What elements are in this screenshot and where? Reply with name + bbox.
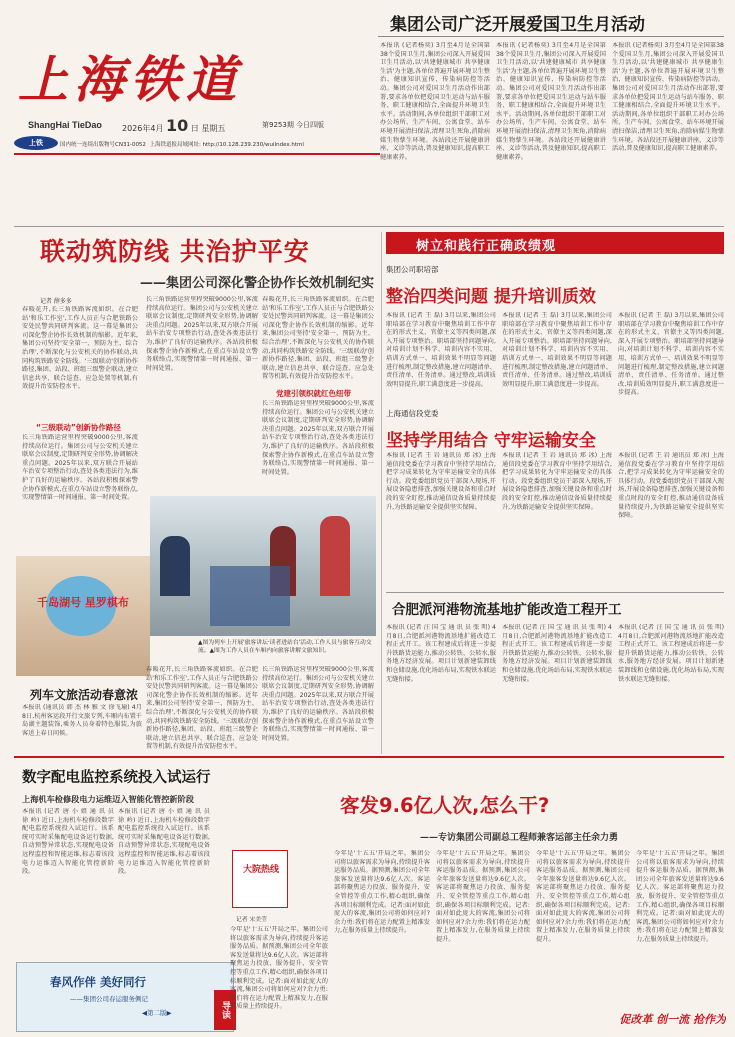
headline-logistics: 合肥派河港物流基地扩能改造工程开工 <box>392 602 622 618</box>
guide-tag: 导读 <box>214 990 236 1030</box>
photo-caption-title: 列车文旅活动春意浓 <box>30 688 139 702</box>
body-logistics-1: 本报讯 (记者 汪 国 宝 通 讯 员 张 明) 4月8日,合肥派河港物流基地扩能改造工程正式开工。该工程建成后将进一步提升铁路货运能力,推动公转铁、公转水,服务地方经济发展。项目计划新建装卸线和仓储设施,优化场站布局,实现铁水联运无缝衔接。 <box>386 624 496 683</box>
news-cultural-train: 本报讯 (通讯员 韩 杰 林 雅 文 徐飞瑜) 4月8日,杭州客运段开行文旅专列,车厢内布置千岛湖主题装饰,乘务人员身着特色服装,为旅客送上春日问候。 <box>22 704 142 737</box>
lead-section-title: “三级联动”创新协作路径 <box>36 423 121 432</box>
top-right-body-2: 本报讯 (记者杨奕) 3月至4月是全国第38个爱国卫生月,集团公司深入开展爱国卫生月活动,以'共建健康城市 共享健康生活'为主题,各单位普遍开展环境卫生整治、健康知识宣传、传染病防控等活动。集团公司对爱国卫生月活动作出部署,要求各单位把爱国卫生运动与站车服务、职工健康相结合,全面提升环境卫生水平。活动期间,各单位组织干部职工对办公场所、生产车间、公寓食堂、站车环境开展清扫保洁,清理卫生死角,消除病媒生物孳生环境。各站段还开展健康讲座、义诊等活动,普及健康知识,提高职工健康素养。 <box>496 42 606 161</box>
lead-body-col2: 长三角铁路运营里程突破9000公里,客流持续高位运行。集团公司与公安机关建立联席会议制度,定期研判安全形势,协调解决重点问题。2025年以来,双方联合开展站车治安专项整治行动,查处各类违法行为,维护了良好的运输秩序。各站段积极探索警企协作新模式,在重点车站设立警务联络点,实现警情第一时间通报、第一时间处置。 <box>146 296 258 372</box>
body-digital-1: 本报讯 (记者 唐 小 姐 通 讯 员 徐 岭) 近日,上海机车检修段数字配电监控系统投入试运行。该系统可实时采集配电设备运行数据,自动预警异常状态,实现配电设备远程监控和智能运维,标志着该段电力运维迈入智能化管控新阶段。 <box>22 808 114 876</box>
body-comms-2: 本报讯 (记者 王 岩 通讯员 郑 冰) 上海通信段党委在学习教育中坚持学用结合,把学习成果转化为守牢运输安全的具体行动。段党委组织党员干部深入现场,开展设备隐患排查,加强关键设备和重点时段的安全盯控,推动通信设备质量持续提升,为铁路运输安全提供坚实保障。 <box>502 452 612 511</box>
guide-section: ◀第二版▶ <box>142 1009 172 1017</box>
headline-comms: 坚持学用结合 守牢运输安全 <box>386 431 596 451</box>
cn-number: 国内统一连续出版物号CN31-0052 <box>60 142 146 148</box>
headline-training: 整治四类问题 提升培训质效 <box>386 287 596 307</box>
top-right-body-3: 本报讯 (记者杨奕) 3月至4月是全国第38个爱国卫生月,集团公司深入开展爱国卫生月活动,以'共建健康城市 共享健康生活'为主题,各单位普遍开展环境卫生整治、健康知识宣传、传染病防控等活动。集团公司对爱国卫生月活动作出部署,要求各单位把爱国卫生运动与站车服务、职工健康相结合,全面提升环境卫生水平。活动期间,各单位组织干部职工对办公场所、生产车间、公寓食堂、站车环境开展清扫保洁,清理卫生死角,消除病媒生物孳生环境。各站段还开展健康讲座、义诊等活动,普及健康知识,提高职工健康素养。 <box>612 42 724 153</box>
lead-body-col2b: 春暖花开,长三角铁路客流如织。在合肥站'和乐工作室',工作人员正与合肥铁路公安处民警共同研判客流。这一幕是集团公司深化警企协作长效机制的缩影。近年来,集团公司坚持'安全第一、预防为主、综合治理',不断深化与公安机关的协作联动,共同构筑铁路安全防线。'三级联动'创新协作路径,集团、站段、班组三级警企联动,建立信息共享、联合巡查、应急处置等机制,有效提升治安防控水平。 <box>146 666 258 751</box>
body-training-1: 本报讯 (记者 王 磊) 3月以来,集团公司职培部在学习教育中聚焦培训工作中存在的形式主义、官僚主义等四类问题,深入开展专项整治。职培部坚持问题导向,对培训计划不科学、培训内容不实用、培训方式单一、培训效果不明显等问题进行梳理,制定整改措施,建立问题清单、责任清单、任务清单。通过整改,培训质效明显提升,职工满意度进一步提高。 <box>386 312 496 388</box>
body-passengers-1: 今年是'十五五'开局之年。集团公司将以旅客需求为导向,持续提升客运服务品质。据预测,集团公司全年旅客发送量将达9.6亿人次。客运部将聚焦运力投放、服务提升、安全管控等重点工作,精心组织,确保各项目标顺利完成。记者:面对如此庞大的客流,集团公司将如何应对?余力勇:我们将在运力配置上精准发力,在服务质量上持续提升。 <box>230 926 328 1011</box>
date-weekday: 日 星期五 <box>190 124 226 133</box>
lead-byline: 记者 薛多多 <box>40 298 72 305</box>
lead-body-col1b: 长三角铁路运营里程突破9000公里,客流持续高位运行。集团公司与公安机关建立联席会议制度,定期研判安全形势,协调解决重点问题。2025年以来,双方联合开展站车治安专项整治行动,查处各类违法行为,维护了良好的运输秩序。各站段积极探索警企协作新模式,在重点车站设立警务联络点,实现警情第一时间通报、第一时间处置。 <box>22 434 138 502</box>
body-training-2: 本报讯 (记者 王 磊) 3月以来,集团公司职培部在学习教育中聚焦培训工作中存在的形式主义、官僚主义等四类问题,深入开展专项整治。职培部坚持问题导向,对培训计划不科学、培训内容不实用、培训方式单一、培训效果不明显等问题进行梳理,制定整改措施,建立问题清单、责任清单、任务清单。通过整改,培训质效明显提升,职工满意度进一步提高。 <box>502 312 612 388</box>
body-passengers-2: 今年是'十五五'开局之年。集团公司将以旅客需求为导向,持续提升客运服务品质。据预测,集团公司全年旅客发送量将达9.6亿人次。客运部将聚焦运力投放、服务提升、安全管控等重点工作,精心组织,确保各项目标顺利完成。记者:面对如此庞大的客流,集团公司将如何应对?余力勇:我们将在运力配置上精准发力,在服务质量上持续提升。 <box>334 850 430 935</box>
lead-headline: 联动筑防线 共治护平安 <box>40 237 310 266</box>
body-passengers-4: 今年是'十五五'开局之年。集团公司将以旅客需求为导向,持续提升客运服务品质。据预测,集团公司全年旅客发送量将达9.6亿人次。客运部将聚焦运力投放、服务提升、安全管控等重点工作,精心组织,确保各项目标顺利完成。记者:面对如此庞大的客流,集团公司将如何应对?余力勇:我们将在运力配置上精准发力,在服务质量上持续提升。 <box>536 850 630 943</box>
lead-body-col3c: 长三角铁路运营里程突破9000公里,客流持续高位运行。集团公司与公安机关建立联席会议制度,定期研判安全形势,协调解决重点问题。2025年以来,双方联合开展站车治安专项整治行动,查处各类违法行为,维护了良好的运输秩序。各站段积极探索警企协作新模式,在重点车站设立警务联络点,实现警情第一时间通报、第一时间处置。 <box>262 666 374 742</box>
train-interior-photo <box>150 496 376 636</box>
date-year: 2026年4月 <box>122 124 164 133</box>
issue-date <box>122 116 225 135</box>
kicker-training: 集团公司职培部 <box>386 265 439 274</box>
slogan: 促改革 创一流 抢作为 <box>619 1013 726 1026</box>
banner-text: 树立和践行正确政绩观 <box>416 239 557 254</box>
poster-sign: 千岛湖号 星罗棋布 <box>37 596 129 609</box>
headline-passengers: 客发9.6亿人次,怎么干? <box>340 794 550 817</box>
lead-body-col3b: 长三角铁路运营里程突破9000公里,客流持续高位运行。集团公司与公安机关建立联席会议制度,定期研判安全形势,协调解决重点问题。2025年以来,双方联合开展站车治安专项整治行动,查处各类违法行为,维护了良好的运输秩序。各站段积极探索警企协作新模式,在重点车站设立警务联络点,实现警情第一时间通报、第一时间处置。 <box>262 400 374 476</box>
lead-body-col1: 春暖花开,长三角铁路客流如织。在合肥站'和乐工作室',工作人员正与合肥铁路公安处民警共同研判客流。这一幕是集团公司深化警企协作长效机制的缩影。近年来,集团公司坚持'安全第一、预防为主、综合治理',不断深化与公安机关的协作联动,共同构筑铁路安全防线。'三级联动'创新协作路径,集团、站段、班组三级警企联动,建立信息共享、联合巡查、应急处置等机制,有效提升治安防控水平。 <box>22 306 138 391</box>
lead-body-col3: 春暖花开,长三角铁路客流如织。在合肥站'和乐工作室',工作人员正与合肥铁路公安处民警共同研判客流。这一幕是集团公司深化警企协作长效机制的缩影。近年来,集团公司坚持'安全第一、预防为主、综合治理',不断深化与公安机关的协作联动,共同构筑铁路安全防线。'三级联动'创新协作路径,集团、站段、班组三级警企联动,建立信息共享、联合巡查、应急处置等机制,有效提升治安防控水平。 <box>262 296 374 381</box>
body-logistics-2: 本报讯 (记者 汪 国 宝 通 讯 员 张 明) 4月8日,合肥派河港物流基地扩能改造工程正式开工。该工程建成后将进一步提升铁路货运能力,推动公转铁、公转水,服务地方经济发展。项目计划新建装卸线和仓储设施,优化场站布局,实现铁水联运无缝衔接。 <box>502 624 612 683</box>
top-right-headline: 集团公司广泛开展爱国卫生月活动 <box>390 15 645 35</box>
body-comms-3: 本报讯 (记者 王 岩 通讯员 郑 冰) 上海通信段党委在学习教育中坚持学用结合,把学习成果转化为守牢运输安全的具体行动。段党委组织党员干部深入现场,开展设备隐患排查,加强关键设备和重点时段的安全盯控,推动通信设备质量持续提升,为铁路运输安全提供坚实保障。 <box>618 452 724 520</box>
registration-bar <box>60 140 380 150</box>
masthead-pinyin: ShangHai TieDao <box>28 120 102 130</box>
body-training-3: 本报讯 (记者 王 磊) 3月以来,集团公司职培部在学习教育中聚焦培训工作中存在的形式主义、官僚主义等四类问题,深入开展专项整治。职培部坚持问题导向,对培训计划不科学、培训内容不实用、培训方式单一、培训效果不明显等问题进行梳理,制定整改措施,建立问题清单、责任清单、任务清单。通过整改,培训质效明显提升,职工满意度进一步提高。 <box>618 312 724 397</box>
guide-note: ——集团公司春运服务侧记 <box>70 995 148 1003</box>
kicker-comms: 上海通信段党委 <box>386 409 439 418</box>
body-passengers-3: 今年是'十五五'开局之年。集团公司将以旅客需求为导向,持续提升客运服务品质。据预测,集团公司全年旅客发送量将达9.6亿人次。客运部将聚焦运力投放、服务提升、安全管控等重点工作,精心组织,确保各项目标顺利完成。记者:面对如此庞大的客流,集团公司将如何应对?余力勇:我们将在运力配置上精准发力,在服务质量上持续提升。 <box>436 850 530 943</box>
hotline-kicker: 大院热线 <box>242 865 279 875</box>
body-passengers-5: 今年是'十五五'开局之年。集团公司将以旅客需求为导向,持续提升客运服务品质。据预测,集团公司全年旅客发送量将达9.6亿人次。客运部将聚焦运力投放、服务提升、安全管控等重点工作,精心组织,确保各项目标顺利完成。记者:面对如此庞大的客流,集团公司将如何应对?余力勇:我们将在运力配置上精准发力,在服务质量上持续提升。 <box>636 850 724 943</box>
issue-number: 第9253期 今日四版 <box>262 121 325 129</box>
top-right-body-1: 本报讯 (记者杨奕) 3月至4月是全国第38个爱国卫生月,集团公司深入开展爱国卫生月活动,以'共建健康城市 共享健康生活'为主题,各单位普遍开展环境卫生整治、健康知识宣传、传染病防控等活动。集团公司对爱国卫生月活动作出部署,要求各单位把爱国卫生运动与站车服务、职工健康相结合,全面提升环境卫生水平。活动期间,各单位组织干部职工对办公场所、生产车间、公寓食堂、站车环境开展清扫保洁,清理卫生死角,消除病媒生物孳生环境。各站段还开展健康讲座、义诊等活动,普及健康知识,提高职工健康素养。 <box>380 42 490 161</box>
guide-title: 春风作伴 美好同行 <box>50 975 147 989</box>
date-day: 10 <box>166 116 189 135</box>
body-logistics-3: 本报讯 (记者 汪 国 宝 通 讯 员 张 明) 4月8日,合肥派河港物流基地扩能改造工程正式开工。该工程建成后将进一步提升铁路货运能力,推动公转铁、公转水,服务地方经济发展。项目计划新建装卸线和仓储设施,优化场站布局,实现铁水联运无缝衔接。 <box>618 624 724 683</box>
logo-badge: 上铁 <box>14 136 58 150</box>
body-digital-2: 本报讯 (记者 唐 小 姐 通 讯 员 徐 岭) 近日,上海机车检修段数字配电监控系统投入试运行。该系统可实时采集配电设备运行数据,自动预警异常状态,实现配电设备远程监控和智能运维,标志着该段电力运维迈入智能化管控新阶段。 <box>118 808 210 876</box>
headline-digital: 数字配电监控系统投入试运行 <box>22 770 211 786</box>
body-comms-1: 本报讯 (记者 王 岩 通讯员 郑 冰) 上海通信段党委在学习教育中坚持学用结合,把学习成果转化为守牢运输安全的具体行动。段党委组织党员干部深入现场,开展设备隐患排查,加强关键设备和重点时段的安全盯控,推动通信设备质量持续提升,为铁路运输安全提供坚实保障。 <box>386 452 496 511</box>
masthead-title: 上海铁道 <box>18 50 242 109</box>
passengers-byline: 记者 宋美莹 <box>236 917 267 923</box>
subtitle-passengers: ——专访集团公司副总工程师兼客运部主任余力勇 <box>420 833 619 843</box>
lead-subsection-title: 党建引领织就红色纽带 <box>276 389 351 398</box>
subtitle-digital: 上海机车检修段电力运维迈入智能化管控新阶段 <box>22 794 194 804</box>
lead-subtitle: ——集团公司深化警企协作长效机制纪实 <box>140 276 375 291</box>
intranet-url: 上海铁道报局域网址: http://10.128.239.230/wuiIndex.html <box>149 142 304 148</box>
hotline-box <box>232 850 288 908</box>
poster-photo <box>16 556 150 676</box>
photo-caption-note: ▲图为列车上开展'旅客讲坛·读者进站台'活动,工作人员与旅客互动交流。▲图为工作人员在车厢内向旅客讲解文旅知识。 <box>198 640 372 654</box>
